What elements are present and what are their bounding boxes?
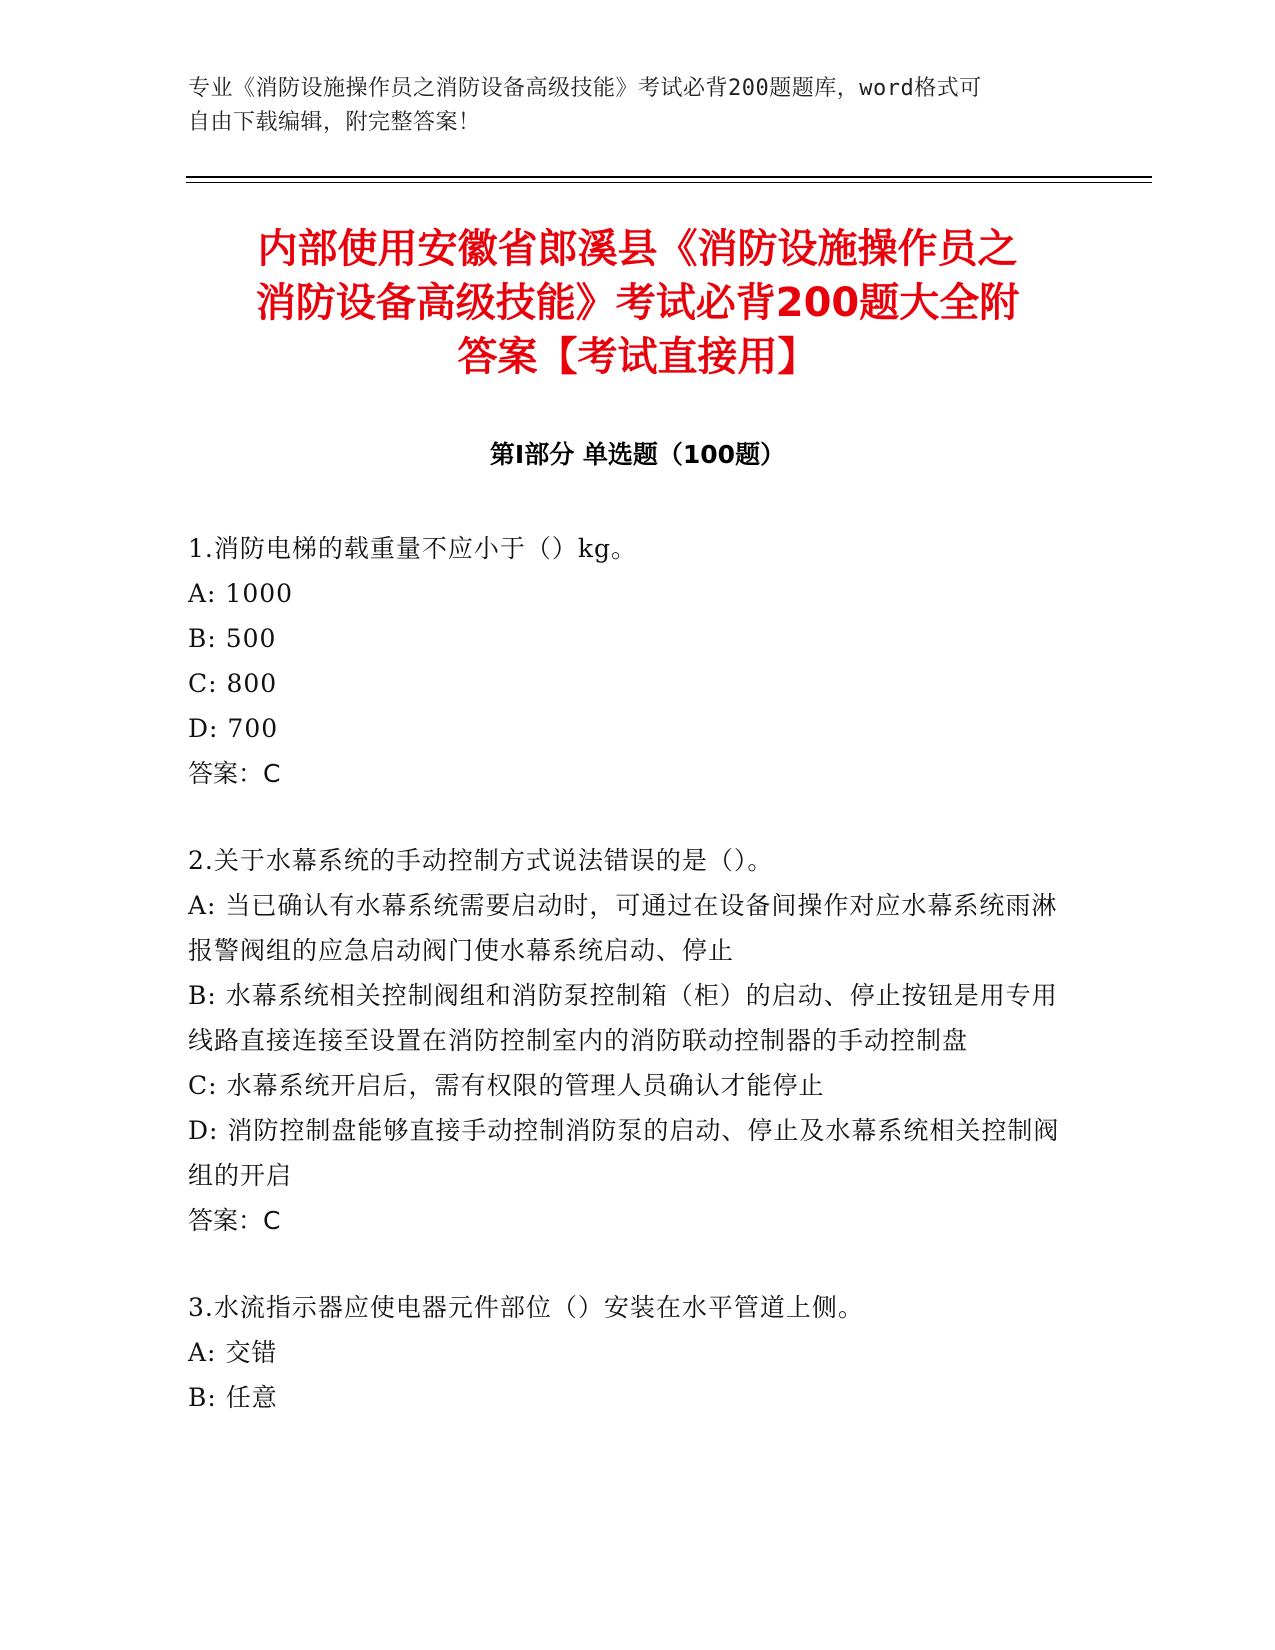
option-c: C: 800 xyxy=(188,669,278,698)
answer-line: 答案：C xyxy=(188,759,281,788)
option-d: D: 消防控制盘能够直接手动控制消防泵的启动、停止及水幕系统相关控制阀组的开启 xyxy=(188,1116,1060,1190)
header-note-line-1: 专业《消防设施操作员之消防设备高级技能》考试必背200题题库，word格式可 xyxy=(188,76,982,101)
option-a: A: 交错 xyxy=(188,1338,278,1367)
document-title-line-2: 消防设备高级技能》考试必背200题大全附 xyxy=(255,280,1020,326)
document-title-line-1: 内部使用安徽省郎溪县《消防设施操作员之 xyxy=(257,226,1018,272)
option-a: A: 当已确认有水幕系统需要启动时，可通过在设备间操作对应水幕系统雨淋报警阀组的应急启动阀门使水幕系统启动、停止 xyxy=(188,891,1058,965)
document-title xyxy=(180,222,1095,384)
question-2 xyxy=(188,838,1068,1243)
section-title: 第I部分 单选题（100题） xyxy=(489,440,786,469)
option-a: A: 1000 xyxy=(188,579,294,608)
answer-line: 答案：C xyxy=(188,1206,281,1235)
question-stem: 1.消防电梯的载重量不应小于（）kg。 xyxy=(188,534,638,563)
header-divider-thick xyxy=(186,176,1152,178)
option-b: B: 任意 xyxy=(188,1383,278,1412)
question-stem: 3.水流指示器应使电器元件部位（）安装在水平管道上侧。 xyxy=(188,1293,864,1322)
option-c: C: 水幕系统开启后，需有权限的管理人员确认才能停止 xyxy=(188,1071,825,1100)
question-3 xyxy=(188,1285,1068,1420)
question-list xyxy=(188,526,1068,1462)
question-1 xyxy=(188,526,1068,796)
option-d: D: 700 xyxy=(188,714,279,743)
header-note-line-2: 自由下载编辑，附完整答案！ xyxy=(188,110,481,135)
option-b: B: 水幕系统相关控制阀组和消防泵控制箱（柜）的启动、停止按钮是用专用线路直接连接至设置在消防控制室内的消防联动控制器的手动控制盘 xyxy=(188,981,1058,1055)
question-stem: 2.关于水幕系统的手动控制方式说法错误的是（）。 xyxy=(188,846,774,875)
header-note xyxy=(188,72,1068,140)
header-divider-thin xyxy=(186,182,1152,183)
document-title-line-3: 答案【考试直接用】 xyxy=(457,334,818,380)
option-b: B: 500 xyxy=(188,624,277,653)
